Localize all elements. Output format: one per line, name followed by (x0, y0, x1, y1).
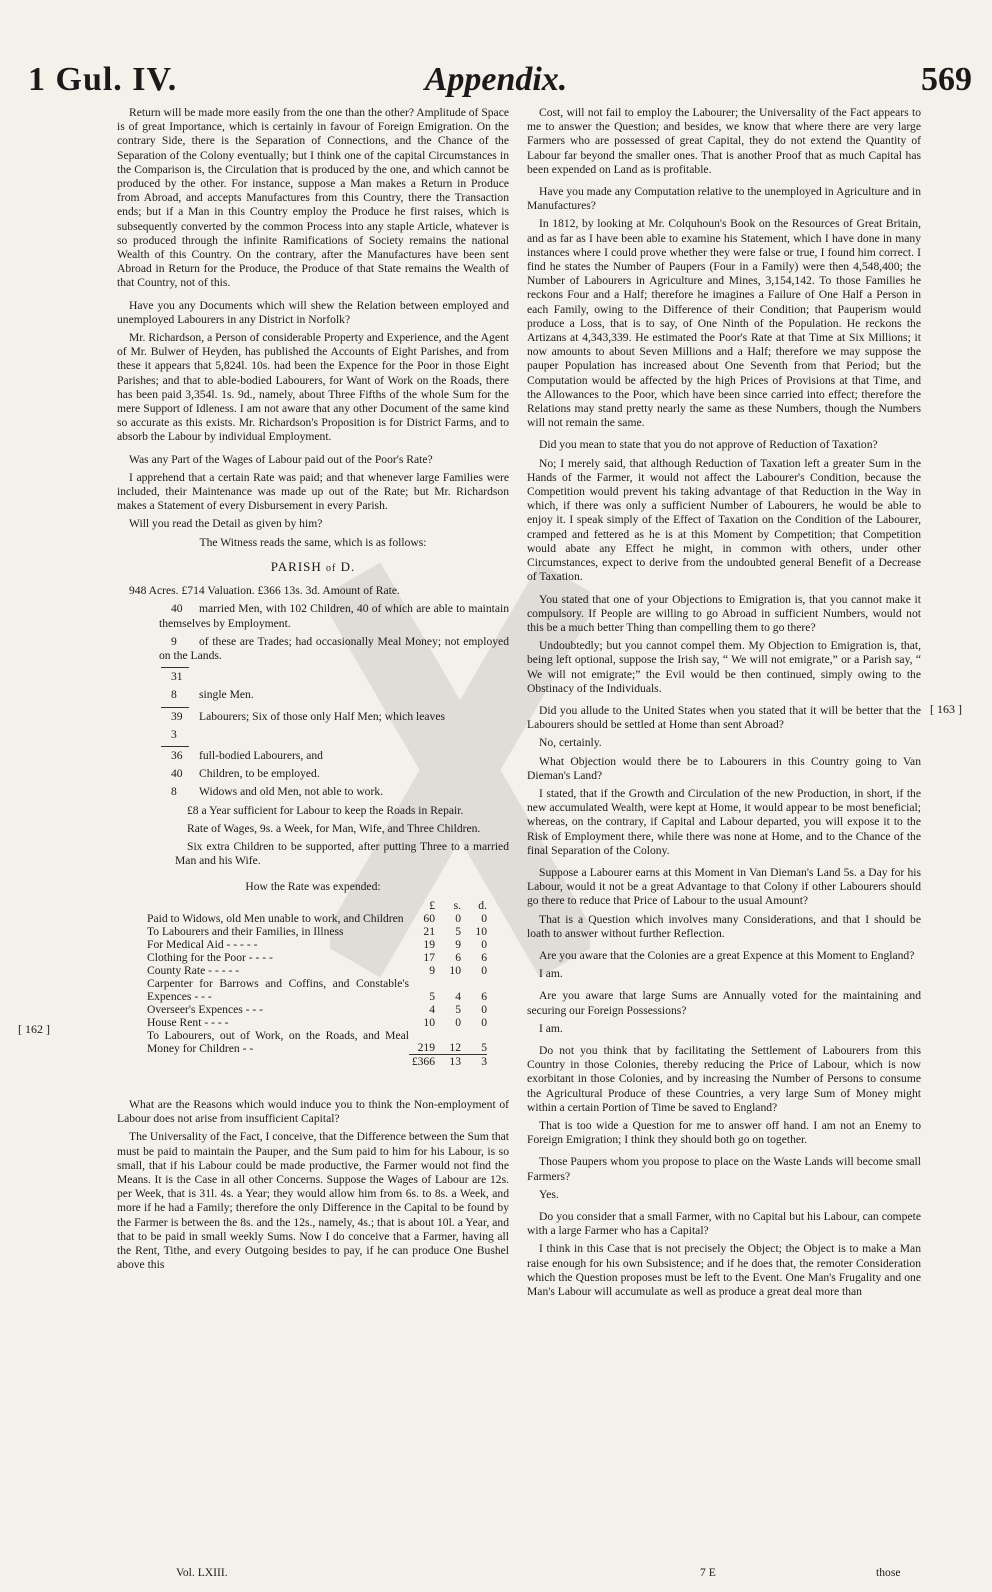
parish-note: Rate of Wages, 9s. a Week, for Man, Wife, and Three Children. (187, 821, 481, 835)
table-row (147, 1029, 487, 1055)
row-label: For Medical Aid - - - - - (147, 937, 258, 951)
pence-cell: 6 (481, 950, 487, 964)
question: Do not you think that by facilitating the Settlement of Labourers from this Country in those Colonies, thereby reducing the Price of Labour, which is now exorbitant in those Colonies, and by increasing the Number of Persons to consume the Agricultural Produce of these Countries, a very large Sum of Money might within a certain Portion of Time be saved to England? (527, 1043, 921, 1114)
column-header: £ (429, 898, 435, 912)
pence-cell: 0 (481, 1002, 487, 1016)
parish-of: of (326, 562, 337, 574)
pounds-cell: 219 (417, 1041, 435, 1055)
answer: Undoubtedly; but you cannot compel them. My Objection to Emigration is, that, being left optional, suppose the Irish say, “ We will not emigrate,” or a Parish say, “ We will not emigrate;” the Evil would be then continued, simply owing to the Obstinacy of the Individuals. (527, 639, 921, 695)
pence-cell: 10 (475, 924, 487, 938)
expenditure-table (147, 899, 487, 1069)
count-text: married Men, with 102 Children, 40 of which are able to maintain themselves by Employment. (159, 602, 509, 630)
answer: I am. (539, 1021, 563, 1035)
count-line (117, 670, 509, 684)
shillings-cell: 6 (455, 950, 461, 964)
parish-letter: D. (340, 558, 356, 574)
count-number: 8 (171, 785, 177, 799)
parish-note: £8 a Year sufficient for Labour to keep the Roads in Repair. (187, 803, 464, 817)
shillings-cell: 5 (455, 924, 461, 938)
answer: No; I merely said, that although Reduction of Taxation left a greater Sum in the Hands of the Farmer, it would not affect the Labourer's Condition, because the Competition would prevent his taking advantage of that Reduction in the Way in which, if there was only a sufficient Number of Labourers, he would be able to enjoy it. I speak simply of the Effect of Taxation on the Condition of the Labourer, cramped and fettered as he is at this Moment by Competition; that Competition would abate any Effect he might, in common with others, under other Circumstances, expect to derive from the undoubted general Benefit of a Decrease of Taxation. (527, 456, 921, 584)
answer: That is a Question which involves many Considerations, and that I should be loath to answer without further Reflection. (527, 912, 921, 940)
shillings-cell: 5 (455, 1002, 461, 1016)
count-number: 39 (171, 709, 183, 723)
shillings-cell: 9 (455, 937, 461, 951)
shillings-cell: 12 (449, 1041, 461, 1055)
question: Have you made any Computation relative to the unemployed in Agriculture and in Manufactures? (527, 185, 921, 213)
table-row (147, 912, 487, 925)
shillings-cell: 4 (455, 989, 461, 1003)
pence-cell: 5 (481, 1041, 487, 1055)
question: Did you allude to the United States when you stated that it will be better that the Labourers should be settled at Home than sent Abroad? (527, 703, 921, 732)
table-row (147, 938, 487, 951)
count-number: 9 (171, 634, 177, 648)
count-number: 40 (171, 602, 183, 616)
count-number: 3 (171, 727, 177, 741)
count-line (117, 710, 509, 724)
parish-heading (117, 560, 509, 576)
margin-reference-right: [ 163 ] (930, 702, 962, 716)
shillings-cell: 10 (449, 963, 461, 977)
expenditure-title: How the Rate was expended: (245, 880, 381, 894)
pence-cell: 6 (481, 989, 487, 1003)
question: Are you aware that the Colonies are a great Expence at this Moment to England? (539, 948, 915, 962)
total-shillings: 13 (435, 1055, 461, 1069)
pounds-cell: 9 (429, 963, 435, 977)
shillings-cell: 0 (455, 1015, 461, 1029)
count-line (117, 728, 509, 742)
answer: The Universality of the Fact, I conceive, that the Difference between the Sum that must be paid to maintain the Pauper, and the Sum paid to him for his Labour, is so small, that if his Labour could be made productive, the Farmer would not find the Means. It is the Case in all other Concerns. Suppose the Wages of Labour are 12s. per Week, that is 31l. 4s. a Year; they would allow him from 6s. to 8s. a Week, and more if he had a Family; therefore the only Difference in the Capital to be found by the Farmer is between the 8s. and the 12s., namely, 4s.; that is about 10l. a Year, and that to be paid in small weekly Sums. Now I do conceive that a Farmer, having all the Rent, Tithe, and every Outgoing besides to pay, if he can produce One Bushel above this (117, 1130, 509, 1272)
question: Do you consider that a small Farmer, with no Capital but his Labour, can compete with a large Farmer who has a Capital? (527, 1210, 921, 1238)
sum-rule (161, 707, 189, 708)
paragraph: Return will be made more easily from the one than the other? Amplitude of Space is of great Importance, which is certainly in favour of Foreign Emigration. On the contrary Side, there is the Separation of Connections, and the Chance of the Separation of the Colony eventually; but I think one of the capital Circumstances in the Comparison is, the Circulation that is produced by the one, and which cannot be produced by the other. For instance, suppose a Man makes a Return in Produce from Abroad, and accepts Manufactures from this Country, there the Transaction ends; but if a Man in this Country employ the Produce he first raises, which is subsequently converted by the common Process into any staple Article, whatever is so produced through the infinite Ramifications of Society remains the national Wealth of this Country. On the contrary, after the Manufactures have been sent Abroad in Return for the Produce, the Produce of that State remains the Wealth of that Country, not of this. (117, 106, 509, 290)
volume-label: Vol. LXIII. (176, 1566, 228, 1579)
row-label: Paid to Widows, old Men unable to work, and Children (147, 911, 404, 925)
question: Was any Part of the Wages of Labour paid out of the Poor's Rate? (129, 452, 433, 466)
row-label: Overseer's Expences - - - (147, 1002, 264, 1016)
answer: Mr. Richardson, a Person of considerable Property and Experience, and the Agent of Mr. Bulwer of Heyden, has published the Accounts of Eight Parishes, and from these it appears that 5,824l. 10s. had been the Expence for the Poor in those Eight Parishes; and that to able-bodied Labourers, for Want of Work on the Roads, there has been paid 3,354l. 1s. 9d., namely, about Three Fifths of the whole Sum for the mere Support of Idleness. I am not aware that any other Document of the same kind so accurate as this exists. Mr. Richardson's Proposition is for District Farms, and to absorb the Labour by individual Employment. (117, 331, 509, 444)
question: Have you any Documents which will shew the Relation between employed and unemployed Labourers in any District in Norfolk? (117, 298, 509, 326)
count-line (117, 785, 509, 799)
sum-rule (161, 667, 189, 668)
column-header: s. (453, 898, 461, 912)
row-label: Clothing for the Poor - - - - (147, 950, 273, 964)
row-label: To Labourers and their Families, in Illness (147, 924, 344, 938)
catchword: those (876, 1566, 901, 1579)
pounds-cell: 19 (423, 937, 435, 951)
answer: In 1812, by looking at Mr. Colquhoun's Book on the Resources of Great Britain, and as far as I have been able to examine his Statement, which I have done in many instances where I could prove whether they were false or true, I found him correct. I find he states the Number of Paupers (Four in a Family) were then 4,548,400; the Number of Labourers in Agriculture and Mines, 3,154,142. To those Families he reckons Four and a Half; therefore he imagines a Failure of One Half a Person in each Family, owing to the Difference of their Condition; that Pauperism would produce a Loss, that is to say, of One Ninth of the Population. He reckons the Artizans at 4,343,339. He estimated the Poor's Rate at that Time at Six Millions; it now amounts to about Seven Millions and a Half; therefore we may suppose the pauper Population has increased about One Seventh from that Period; but the Computation would be affected by the high Prices of Provisions at that Time, and the Allowances to the Poor, which have been since carried into effect; therefore the Relations may stand pretty nearly the same as these Numbers, though the Numbers will not remain the same. (527, 217, 921, 430)
table-row (147, 1003, 487, 1016)
answer: I stated, that if the Growth and Circulation of the new Production, in short, if the new accumulated Wealth, were kept at Home, it would appear to be most beneficial; whereas, on the contrary, if Capital and Labour departed, you will expose it to the Risk of Employment there, while there was none at Home, and to the Chance of the final Separation of the Colony. (527, 786, 921, 857)
count-text: Widows and old Men, not able to work. (199, 785, 384, 799)
table-header-row (147, 899, 487, 912)
question: Suppose a Labourer earns at this Moment in Van Dieman's Land 5s. a Day for his Labour, would it not be a great Advantage to that Colony if other Labourers should go there to reduce that Price of Labour to the usual Amount? (527, 865, 921, 908)
total-pounds: £366 (409, 1055, 435, 1069)
margin-reference-left: [ 162 ] (18, 1022, 50, 1036)
witness-note: The Witness reads the same, which is as follows: (199, 535, 427, 549)
pence-cell: 0 (481, 963, 487, 977)
count-number: 8 (171, 688, 177, 702)
parish-title: PARISH (270, 558, 322, 574)
row-label: House Rent - - - - (147, 1015, 229, 1029)
table-row (147, 964, 487, 977)
pence-cell: 0 (481, 937, 487, 951)
table-row (147, 951, 487, 964)
question: Are you aware that large Sums are Annually voted for the maintaining and securing our Foreign Possessions? (527, 989, 921, 1017)
answer: That is too wide a Question for me to answer off hand. I am not an Enemy to Foreign Emigration; I think they should both go on together. (527, 1119, 921, 1147)
table-row (147, 977, 487, 1003)
count-text: single Men. (199, 688, 254, 702)
pounds-cell: 4 (429, 1002, 435, 1016)
shillings-cell: 0 (455, 911, 461, 925)
table-row (147, 925, 487, 938)
count-text: Children, to be employed. (199, 767, 320, 781)
row-label: County Rate - - - - - (147, 963, 240, 977)
right-column (527, 106, 921, 1303)
parish-note: Six extra Children to be supported, after putting Three to a married Man and his Wife. (175, 839, 509, 868)
answer: Yes. (539, 1187, 559, 1201)
answer: I think in this Case that is not precisely the Object; the Object is to make a Man raise enough for his own Subsistence; and if he does that, the remoter Consideration which the Question proposes must be left to the Event. One Man's Frugality and one Man's Labour will accumulate as well as produce a great deal more than (527, 1242, 921, 1299)
count-line (117, 602, 509, 630)
answer: No, certainly. (539, 736, 602, 750)
sum-rule (161, 746, 189, 747)
answer: I am. (539, 967, 563, 981)
running-head-left: 1 Gul. IV. (28, 61, 178, 98)
table-total-row (147, 1055, 487, 1069)
row-label: Carpenter for Barrows and Coffins, and Constable's Expences - - - (147, 976, 409, 1003)
page-number: 569 (921, 61, 972, 98)
count-text: of these are Trades; had occasionally Meal Money; not employed on the Lands. (159, 634, 509, 662)
pounds-cell: 17 (423, 950, 435, 964)
running-head-title: Appendix. (424, 61, 568, 98)
count-number: 36 (171, 748, 183, 762)
question: Those Paupers whom you propose to place on the Waste Lands will become small Farmers? (527, 1155, 921, 1183)
question: Will you read the Detail as given by him? (129, 517, 323, 531)
question: What Objection would there be to Labourers in this Country going to Van Dieman's Land? (527, 754, 921, 782)
signature-mark: 7 E (700, 1566, 716, 1579)
left-column (117, 106, 509, 1276)
count-text: full-bodied Labourers, and (199, 748, 323, 762)
question: Did you mean to state that you do not approve of Reduction of Taxation? (539, 438, 878, 452)
count-line (117, 767, 509, 781)
row-label: To Labourers, out of Work, on the Roads, and Meal Money for Children - - (147, 1028, 409, 1055)
pounds-cell: 60 (423, 911, 435, 925)
count-line (117, 635, 509, 663)
question: What are the Reasons which would induce you to think the Non-employment of Labour does not arise from insufficient Capital? (117, 1098, 509, 1126)
answer: I apprehend that a certain Rate was paid; and that whenever large Families were included, their Maintenance was made up out of the Rate; but Mr. Richardson makes a Statement of every Disbursement in every Parish. (117, 470, 509, 513)
pence-cell: 0 (481, 911, 487, 925)
count-number: 40 (171, 767, 183, 781)
column-header: d. (478, 898, 487, 912)
question: You stated that one of your Objections to Emigration is, that you cannot make it compulsory. If People are willing to go Abroad in sufficient Numbers, would not this be a much better Thing than compelling them to go there? (527, 592, 921, 634)
pounds-cell: 10 (423, 1015, 435, 1029)
pounds-cell: 21 (423, 924, 435, 938)
paragraph: Cost, will not fail to employ the Labourer; the Universality of the Fact appears to me to answer the Question; and besides, we know that where there are very large Farmers who are possessed of great Capital, they do not extend the Quantity of Labour far beyond the smaller ones. That is another Proof that as much Capital has been expended on Land as is profitable. (527, 106, 921, 176)
count-line (117, 688, 509, 702)
table-row (147, 1016, 487, 1029)
count-number: 31 (171, 670, 183, 684)
pounds-cell: 5 (429, 989, 435, 1003)
total-pence: 3 (461, 1055, 487, 1069)
pence-cell: 0 (481, 1015, 487, 1029)
count-text: Labourers; Six of those only Half Men; which leaves (199, 709, 445, 723)
count-line (117, 749, 509, 763)
parish-statistics: 948 Acres. £714 Valuation. £366 13s. 3d. Amount of Rate. (129, 584, 400, 598)
